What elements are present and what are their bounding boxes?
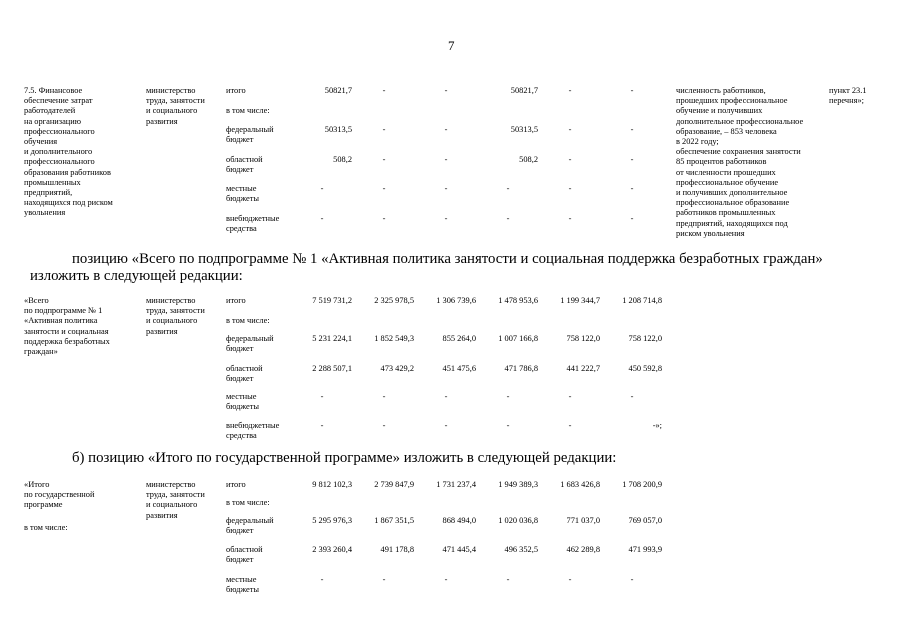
value-cell: 50313,5	[510, 125, 538, 134]
section1-reference: пункт 23.1 перечня»;	[829, 86, 867, 106]
value-cell: -	[320, 184, 324, 193]
value-cell: -	[382, 155, 386, 164]
row-label: в том числе:	[226, 498, 270, 507]
value-cell: 1 683 426,8	[560, 480, 600, 489]
value-cell: 50313,5	[324, 125, 352, 134]
value-cell: 1 478 953,6	[498, 296, 538, 305]
value-cell: -	[382, 184, 386, 193]
row-label: областной бюджет	[226, 545, 263, 565]
row-label: местные бюджеты	[226, 184, 260, 204]
value-cell: 2 739 847,9	[374, 480, 414, 489]
row-label: областной бюджет	[226, 364, 263, 384]
value-cell: -	[382, 214, 386, 223]
paragraph1-line1: позицию «Всего по подпрограмме № 1 «Активная политика занятости и социальная поддержка безработных граждан»	[72, 251, 823, 267]
section3-name-sub: в том числе:	[24, 523, 68, 532]
value-cell: 50821,7	[510, 86, 538, 95]
value-cell: -	[630, 575, 634, 584]
value-cell: -	[506, 421, 510, 430]
value-cell: -»;	[652, 421, 662, 430]
value-cell: -	[320, 575, 324, 584]
value-cell: 1 708 200,9	[622, 480, 662, 489]
value-cell: -	[630, 86, 634, 95]
value-cell: 9 812 102,3	[312, 480, 352, 489]
value-cell: -	[382, 86, 386, 95]
value-cell: -	[568, 86, 572, 95]
value-cell: 441 222,7	[566, 364, 600, 373]
value-cell: -	[444, 86, 448, 95]
value-cell: 1 199 344,7	[560, 296, 600, 305]
section1-executor: министерство труда, занятости и социального развития	[146, 86, 205, 126]
row-label: итого	[226, 296, 246, 305]
value-cell: -	[630, 214, 634, 223]
row-label: федеральный бюджет	[226, 334, 274, 354]
value-cell: -	[320, 392, 324, 401]
row-label: итого	[226, 86, 246, 95]
value-cell: 450 592,8	[628, 364, 662, 373]
value-cell: 1 867 351,5	[374, 516, 414, 525]
value-cell: 2 393 260,4	[312, 545, 352, 554]
value-cell: 5 231 224,1	[312, 334, 352, 343]
value-cell: 868 494,0	[442, 516, 476, 525]
value-cell: -	[382, 125, 386, 134]
value-cell: -	[630, 125, 634, 134]
value-cell: 1 852 549,3	[374, 334, 414, 343]
value-cell: 496 352,5	[504, 545, 538, 554]
value-cell: -	[382, 392, 386, 401]
section2-executor: министерство труда, занятости и социального развития	[146, 296, 205, 336]
value-cell: 473 429,2	[380, 364, 414, 373]
value-cell: -	[630, 392, 634, 401]
value-cell: -	[444, 421, 448, 430]
value-cell: -	[320, 214, 324, 223]
section3-executor: министерство труда, занятости и социального развития	[146, 480, 205, 520]
value-cell: 508,2	[333, 155, 352, 164]
section2-name: «Всего по подпрограмме № 1 «Активная политика занятости и социальная поддержка безработных граждан»	[24, 296, 110, 357]
value-cell: 451 475,6	[442, 364, 476, 373]
row-label: федеральный бюджет	[226, 125, 274, 145]
row-label: итого	[226, 480, 246, 489]
row-label: местные бюджеты	[226, 392, 260, 412]
value-cell: -	[444, 155, 448, 164]
value-cell: 1 208 714,8	[622, 296, 662, 305]
row-label: в том числе:	[226, 106, 270, 115]
paragraph1-line2: изложить в следующей редакции:	[30, 268, 243, 284]
value-cell: -	[506, 392, 510, 401]
value-cell: -	[506, 184, 510, 193]
value-cell: -	[382, 575, 386, 584]
value-cell: 855 264,0	[442, 334, 476, 343]
value-cell: -	[568, 184, 572, 193]
value-cell: -	[444, 125, 448, 134]
value-cell: -	[630, 184, 634, 193]
value-cell: 1 020 036,8	[498, 516, 538, 525]
row-label: областной бюджет	[226, 155, 263, 175]
value-cell: -	[568, 421, 572, 430]
value-cell: -	[444, 575, 448, 584]
value-cell: -	[320, 421, 324, 430]
value-cell: -	[568, 155, 572, 164]
row-label: внебюджетные средства	[226, 214, 280, 234]
value-cell: 5 295 976,3	[312, 516, 352, 525]
value-cell: 2 325 978,5	[374, 296, 414, 305]
section1-indicator: численность работников, прошедших профессиональное обучение и получивших дополнительное профессиональное образование, – 853 человека в 2022 году; обеспечение сохранения занятости 85 процентов работников от численности прошедших профессиональное обучение и получивших дополнительное профессиональное образование работников промышленных предприятий, находящихся под риском увольнения	[676, 86, 804, 238]
value-cell: -	[506, 575, 510, 584]
value-cell: 7 519 731,2	[312, 296, 352, 305]
value-cell: 50821,7	[324, 86, 352, 95]
value-cell: 462 289,8	[566, 545, 600, 554]
value-cell: 508,2	[519, 155, 538, 164]
value-cell: -	[568, 214, 572, 223]
value-cell: -	[568, 392, 572, 401]
paragraph2: б) позицию «Итого по государственной программе» изложить в следующей редакции:	[72, 450, 617, 466]
value-cell: 2 288 507,1	[312, 364, 352, 373]
value-cell: 1 731 237,4	[436, 480, 476, 489]
value-cell: -	[568, 125, 572, 134]
value-cell: 758 122,0	[566, 334, 600, 343]
value-cell: -	[382, 421, 386, 430]
value-cell: -	[444, 184, 448, 193]
value-cell: 471 993,9	[628, 545, 662, 554]
row-label: местные бюджеты	[226, 575, 260, 595]
value-cell: -	[568, 575, 572, 584]
row-label: в том числе:	[226, 316, 270, 325]
value-cell: 1 306 739,6	[436, 296, 476, 305]
section3-name: «Итого по государственной программе	[24, 480, 95, 510]
row-label: федеральный бюджет	[226, 516, 274, 536]
value-cell: 758 122,0	[628, 334, 662, 343]
value-cell: 491 178,8	[380, 545, 414, 554]
value-cell: 1 949 389,3	[498, 480, 538, 489]
value-cell: -	[444, 392, 448, 401]
value-cell: -	[506, 214, 510, 223]
row-label: внебюджетные средства	[226, 421, 280, 441]
value-cell: 1 007 166,8	[498, 334, 538, 343]
value-cell: 471 786,8	[504, 364, 538, 373]
value-cell: 769 057,0	[628, 516, 662, 525]
value-cell: 771 037,0	[566, 516, 600, 525]
value-cell: -	[444, 214, 448, 223]
value-cell: -	[630, 155, 634, 164]
value-cell: 471 445,4	[442, 545, 476, 554]
page-number: 7	[448, 38, 455, 53]
section1-name: 7.5. Финансовое обеспечение затрат работодателей на организацию профессионального обучения и дополнительного профессионального образования работников промышленных предприятий, находящихся под риском увольнения	[24, 86, 113, 218]
